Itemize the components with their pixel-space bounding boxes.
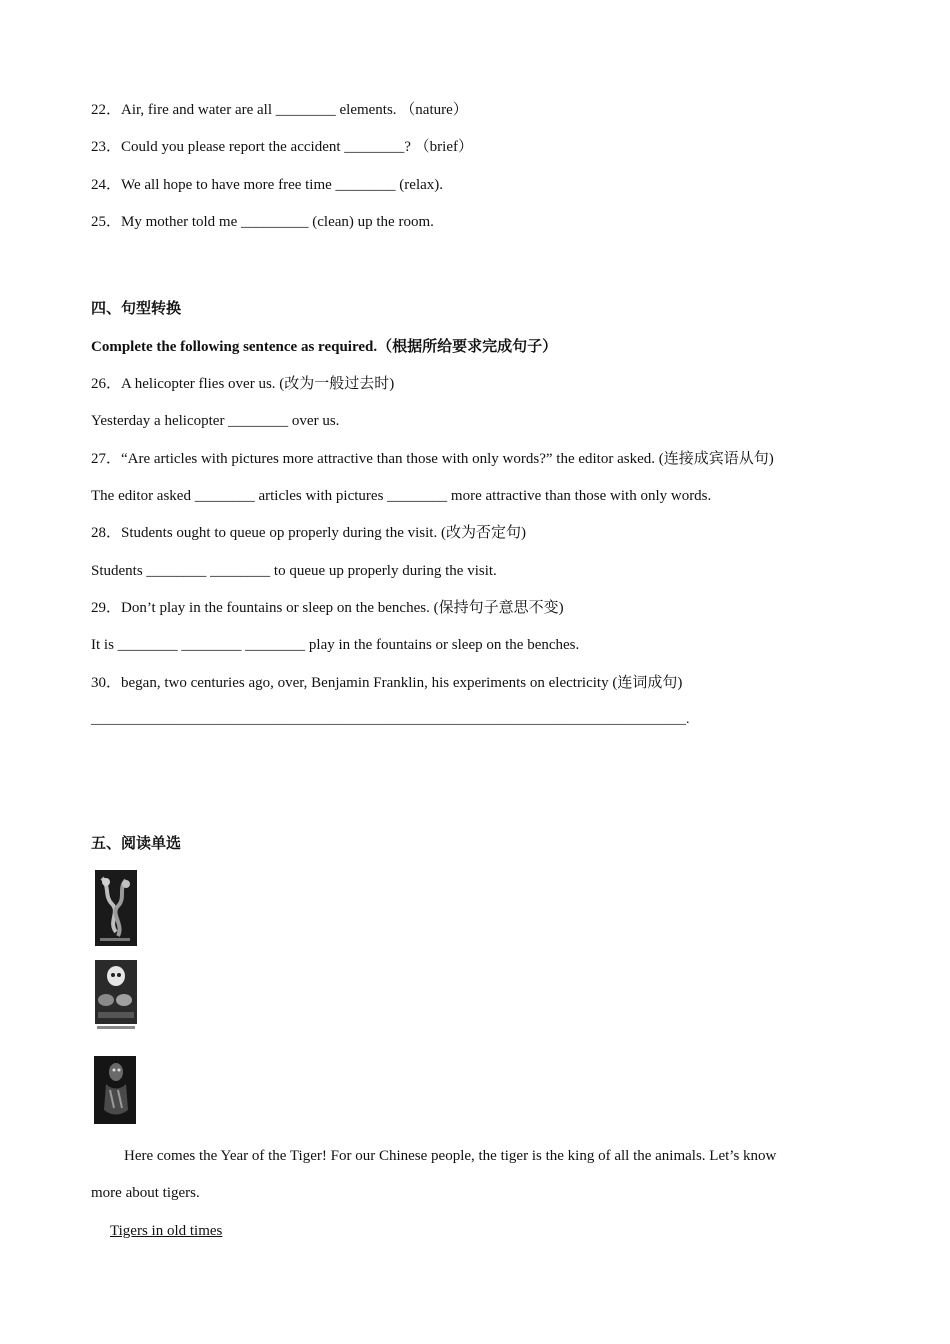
question-23 [91,137,473,157]
answer-29: It is ________ ________ ________ play in the fountains or sleep on the benches. [91,637,580,653]
reading-subheading: Tigers in old times [110,1223,223,1239]
question-number: 24． [91,177,122,193]
question-number: 22． [91,102,122,118]
answer-30: _____________________________________________________________________________________. [91,712,690,727]
tiger-image-3 [92,1050,140,1128]
tiger-art-1-icon [92,866,140,948]
question-number: 23． [91,139,122,155]
reading-paragraph-line-2: more about tigers. [91,1185,200,1201]
tiger-art-2-icon [92,956,140,1034]
section-4-heading: 四、句型转换 [91,301,182,317]
question-text: Could you please report the accident ________? （brief） [121,139,473,155]
question-26: 26．A helicopter flies over us. (改为一般过去时) [91,376,395,392]
tiger-image-1 [92,866,140,948]
question-text: We all hope to have more free time ________ (relax). [121,177,444,193]
question-number: 25． [91,214,122,230]
question-24 [91,175,443,195]
section-4-instruction: Complete the following sentence as required.（根据所给要求完成句子） [91,339,558,355]
question-28: 28．Students ought to queue op properly during the visit. (改为否定句) [91,525,526,541]
tiger-image-2 [92,956,140,1034]
section-5-heading: 五、阅读单选 [91,836,182,852]
answer-26: Yesterday a helicopter ________ over us. [91,413,340,429]
question-27: 27．“Are articles with pictures more attractive than those with only words?” the editor asked. (连接成宾语从句) [91,451,774,467]
tiger-art-3-icon [92,1050,140,1128]
reading-paragraph-line-1: Here comes the Year of the Tiger! For our Chinese people, the tiger is the king of all the animals. Let’s know [124,1148,777,1164]
question-22 [91,100,468,120]
question-29: 29．Don’t play in the fountains or sleep on the benches. (保持句子意思不变) [91,600,564,616]
answer-27: The editor asked ________ articles with pictures ________ more attractive than those with only words. [91,488,712,504]
question-30: 30．began, two centuries ago, over, Benjamin Franklin, his experiments on electricity (连词成句) [91,675,683,691]
question-text: Air, fire and water are all ________ elements. （nature） [121,102,468,118]
question-text: My mother told me _________ (clean) up the room. [121,214,434,230]
question-25 [91,212,434,232]
answer-28: Students ________ ________ to queue up properly during the visit. [91,563,497,579]
